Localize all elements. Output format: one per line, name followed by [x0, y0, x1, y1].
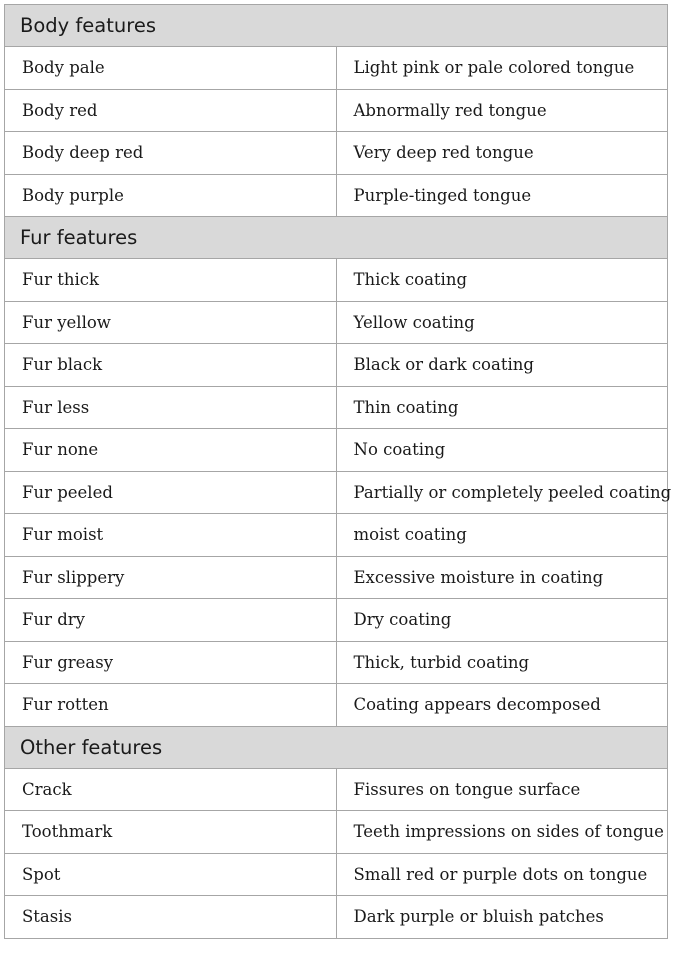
feature-description: Dry coating	[336, 599, 668, 642]
feature-name: Fur peeled	[5, 471, 337, 514]
feature-name: Fur thick	[5, 259, 337, 302]
feature-description: Light pink or pale colored tongue	[336, 47, 668, 90]
table-row	[5, 259, 668, 302]
table-row	[5, 641, 668, 684]
feature-name: Fur dry	[5, 599, 337, 642]
feature-name: Fur less	[5, 386, 337, 429]
feature-description: Teeth impressions on sides of tongue	[336, 811, 668, 854]
feature-name: Crack	[5, 768, 337, 811]
feature-description: Thin coating	[336, 386, 668, 429]
table-row	[5, 514, 668, 557]
feature-name: Fur yellow	[5, 301, 337, 344]
feature-description: Small red or purple dots on tongue	[336, 853, 668, 896]
table-row	[5, 344, 668, 387]
feature-description: No coating	[336, 429, 668, 472]
section-title: Fur features	[5, 217, 668, 259]
feature-name: Body pale	[5, 47, 337, 90]
table-row	[5, 429, 668, 472]
table-row	[5, 684, 668, 727]
feature-description: moist coating	[336, 514, 668, 557]
table-row	[5, 811, 668, 854]
feature-name: Fur greasy	[5, 641, 337, 684]
feature-description: Thick coating	[336, 259, 668, 302]
feature-name: Body deep red	[5, 132, 337, 175]
feature-description: Yellow coating	[336, 301, 668, 344]
feature-name: Fur rotten	[5, 684, 337, 727]
table-row	[5, 471, 668, 514]
feature-description: Thick, turbid coating	[336, 641, 668, 684]
table-row	[5, 301, 668, 344]
feature-name: Fur moist	[5, 514, 337, 557]
feature-description: Black or dark coating	[336, 344, 668, 387]
feature-name: Spot	[5, 853, 337, 896]
section-header-fur	[5, 217, 668, 259]
feature-description: Purple-tinged tongue	[336, 174, 668, 217]
section-header-body	[5, 5, 668, 47]
feature-description: Fissures on tongue surface	[336, 768, 668, 811]
feature-description: Partially or completely peeled coating	[336, 471, 668, 514]
section-header-other	[5, 726, 668, 768]
feature-name: Fur black	[5, 344, 337, 387]
table-row	[5, 47, 668, 90]
table-row	[5, 853, 668, 896]
feature-name: Fur none	[5, 429, 337, 472]
feature-name: Fur slippery	[5, 556, 337, 599]
feature-description: Excessive moisture in coating	[336, 556, 668, 599]
table-row	[5, 174, 668, 217]
feature-name: Toothmark	[5, 811, 337, 854]
table-row	[5, 386, 668, 429]
table-row	[5, 556, 668, 599]
table-row	[5, 896, 668, 939]
table-row	[5, 599, 668, 642]
feature-name: Body red	[5, 89, 337, 132]
feature-description: Dark purple or bluish patches	[336, 896, 668, 939]
feature-description: Coating appears decomposed	[336, 684, 668, 727]
table-body	[5, 5, 672, 939]
feature-description: Very deep red tongue	[336, 132, 668, 175]
table-row	[5, 132, 668, 175]
table-row	[5, 768, 668, 811]
section-title: Other features	[5, 726, 668, 768]
feature-name: Stasis	[5, 896, 337, 939]
table-row	[5, 89, 668, 132]
feature-description: Abnormally red tongue	[336, 89, 668, 132]
section-title: Body features	[5, 5, 668, 47]
feature-name: Body purple	[5, 174, 337, 217]
tongue-features-table	[4, 4, 672, 939]
